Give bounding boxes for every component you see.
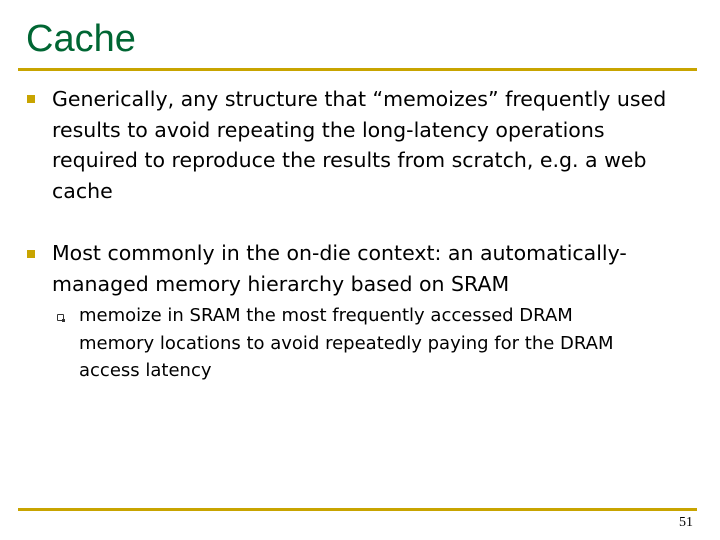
bullet-text: Most commonly in the on-die context: an automatically- managed memory hierarchy based on SRAM (52, 241, 627, 296)
square-bullet-icon (27, 95, 35, 103)
square-bullet-icon (27, 250, 35, 258)
bullet-text: Generically, any structure that “memoizes” frequently used results to avoid repeating the long-latency operations required to reproduce the results from scratch, e.g. a web cache (52, 87, 667, 203)
footer-divider (18, 508, 697, 511)
slide-title: Cache (26, 18, 136, 60)
page-number: 51 (679, 515, 693, 530)
sub-bullet-text: memoize in SRAM the most frequently accessed DRAM memory locations to avoid repeatedly paying for the DRAM access latency (79, 305, 614, 381)
title-divider (18, 68, 697, 71)
checkbox-bullet-icon (57, 314, 64, 321)
